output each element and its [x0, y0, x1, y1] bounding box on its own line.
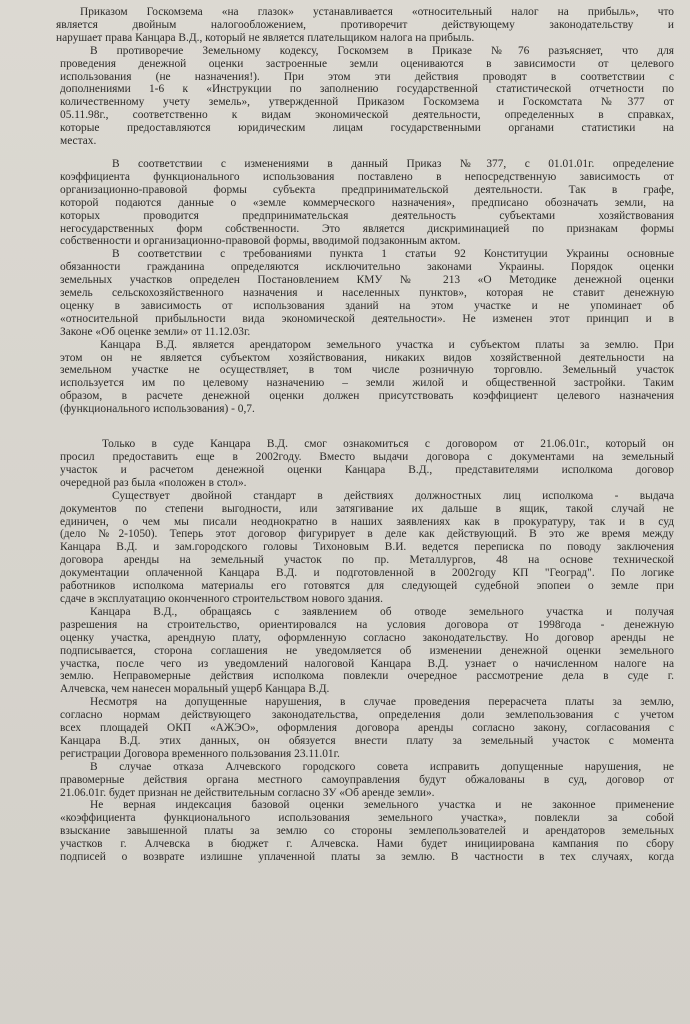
text-line: участков г. Алчевска в бюджет г. Алчевска. Нами будет инициирована кампания по сбору: [60, 838, 674, 851]
text-line: Не верная индексация базовой оценки земельного участка и не законное применение: [90, 799, 674, 812]
text-line: очередной раз была «положен в стол».: [60, 476, 247, 489]
text-line: земель сельскохозяйственного назначения и населенных пунктов», которая не ставит денежную: [60, 287, 674, 300]
text-line: образом, в расчете денежной оценки должен присутствовать коэффициент целевого назначения: [60, 390, 674, 403]
text-line: является двойным налогообложением, противоречит действующему законодательству и: [56, 18, 674, 31]
text-line: 05.11.98г., соответственно к видам экономической деятельности, определенных в справках,: [60, 109, 674, 122]
text-line: участок и расчетом денежной оценки Канцара В.Д., представителями исполкома договор: [60, 463, 674, 476]
text-line: оценку в зависимость от использования зданий на этом участке и не упоминает об: [60, 299, 674, 312]
text-line: «коэффициента функционального использования земельного участка», повлекли за собой: [60, 812, 674, 825]
text-line: регистрации Договора временного пользования 23.11.01г.: [60, 747, 340, 760]
paragraph-2: [30, 45, 674, 148]
text-line: дополнениями 1-6 к «Инструкции по заполнению государственной статистической отчетности по: [60, 83, 674, 96]
text-line: «относительной прибыльности вида экономической деятельности». Не изменен этот принцип и в: [60, 312, 674, 325]
text-line: этом он не является субъектом хозяйствования, никаких видов хозяйственной деятельности на: [60, 351, 674, 364]
text-line: участка, после чего из уведомлений налоговой Канцара В.Д. узнает о начисленном налоге на: [60, 657, 674, 670]
text-line: Несмотря на допущенные нарушения, в случае проведения перерасчета платы за землю,: [90, 696, 674, 709]
text-line: коэффициента функционального использования поставлено в непосредственную зависимость от: [60, 170, 674, 183]
text-line: собственности и организационно-правовой формы, вводимой подзаконным актом.: [60, 235, 461, 248]
text-line: 21.06.01г. будет признан не действительным согласно ЗУ «Об аренде земли».: [60, 786, 435, 799]
text-line: обязанности гражданина определяются исключительно законами Украины. Порядок оценки: [60, 261, 674, 274]
text-line: В соответствии с требованиями пункта 1 статьи 92 Конституции Украины основные: [112, 248, 674, 261]
text-line: работников исполкома материалы его готовятся для следующей судебной эпопеи о земле при: [60, 580, 674, 593]
paragraph-6: [30, 438, 674, 490]
text-line: единичен, о чем мы писали неоднократно в наших заявлениях как в прокуратуру, так и в суд: [60, 515, 674, 528]
text-line: Канцара В.Д. этих данных, он обязуется внести плату за земельный участок с момента: [60, 734, 674, 747]
text-line: негосударственных форм собственности. Это является дискриминацией по признакам формы: [60, 222, 674, 235]
paragraph-5: [30, 339, 674, 416]
paragraph-gap: [30, 148, 674, 158]
text-line: Приказом Госкомзема «на глазок» устанавливается «относительный налог на прибыль», что: [80, 6, 674, 18]
text-line: Канцара В.Д., обращаясь с заявлением об отводе земельного участка и получая: [90, 605, 674, 618]
text-line: земельном участке не осуществляет, в том числе розничную торговлю. Земельный участок: [60, 364, 674, 377]
text-line: которые предоставляются юридическим лицам государственными органами статистики на: [60, 122, 674, 135]
text-line: В соответствии с изменениями в данный Приказ №377, с 01.01.01г. определение: [112, 157, 674, 170]
text-line: договора аренды на земельный участок по пр. Металлургов, 48 на основе технической: [60, 554, 674, 567]
paragraph-9: [30, 696, 674, 761]
text-line: В случае отказа Алчевского городского совета исправить допущенные нарушения, не: [90, 760, 674, 773]
text-line: которых проводится предпринимательская деятельность субъектами хозяйствования: [60, 209, 674, 222]
document-body: [30, 6, 674, 864]
paragraph-10: [30, 761, 674, 800]
text-line: земельных участков определен Постановлением КМУ № 213 «О Методике денежной оценки: [60, 274, 674, 287]
text-line: документации оплаченной Канцара В.Д. и подготовленной в 2002году КП "Геоград". По логике: [60, 567, 674, 580]
text-line: организационно-правовой формы субъекта предпринимательской деятельности. Так в графе,: [60, 183, 674, 196]
text-line: Существует двойной стандарт в действиях должностных лиц исполкома - выдача: [112, 489, 674, 502]
text-line: всех площадей ОКП «АЖЭО», оформления договора аренды согласно закону, согласования с: [60, 722, 674, 735]
text-line: В противоречие Земельному кодексу, Госкомзем в Приказе №76 разъясняет, что для: [90, 44, 674, 57]
text-line: (дело №2-1050). Теперь этот договор фигурирует в деле как действующий. В это же время между: [60, 528, 674, 541]
text-line: землю. Неправомерные действия исполкома повлекли очередное рассмотрение дела в суде г.: [60, 670, 674, 683]
text-line: используется им по целевому назначению – земли жилой и общественной застройки. Таким: [60, 377, 674, 390]
paragraph-4: [30, 248, 674, 338]
text-line: количественному учету земель», утвержденной Приказом Госкомзема и Госкомстата №377 от: [60, 96, 674, 109]
text-line: (функционального использования) - 0,7.: [60, 403, 255, 416]
paragraph-8: [30, 606, 674, 696]
paragraph-gap: [30, 416, 674, 438]
paragraph-1: [30, 6, 674, 45]
text-line: Канцара В.Д. является арендатором земельного участка и субъектом платы за землю. При: [100, 338, 674, 351]
text-line: согласно нормам действующего законодательства, определения доли землепользования с учетом: [60, 709, 674, 722]
text-line: подписей о возврате излишне уплаченной платы за землю. В частности в тех случаях, когда: [60, 851, 674, 864]
text-line: документов по степени выгодности, или затягивание их дальше в ящик, такой случай не: [60, 502, 674, 515]
text-line: просил предоставить еще в 2002году. Вместо выдачи договора с документами на земельный: [60, 451, 674, 463]
text-line: использования (не назначения!). При этом эти действия проводят в соответствии с: [60, 70, 674, 83]
text-line: Только в суде Канцара В.Д. смог ознакомиться с договором от 21.06.01г., который он: [102, 438, 674, 451]
text-line: взыскание завышенной платы за землю со стороны землепользователей и арендаторов земельных: [60, 825, 674, 838]
paragraph-11: [30, 799, 674, 864]
text-line: сдаче в эксплуатацию оконченного строительством нового здания.: [60, 592, 383, 605]
text-line: нарушает права Канцара В.Д., который не является плательщиком налога на прибыль.: [56, 31, 475, 44]
text-line: местах.: [60, 135, 97, 148]
text-line: Канцара В.Д. и зам.городского головы Тихоновым В.И. ведется переписка по поводу заключения: [60, 541, 674, 554]
text-line: разрешения на строительство, ориентировался на условия договора от 1998года - денежную: [60, 618, 674, 631]
paragraph-7: [30, 490, 674, 606]
text-line: правомерные действия органа местного самоуправления будут обжалованы в суд, договор от: [60, 773, 674, 786]
text-line: Алчевска, чем нанесен моральный ущерб Канцара В.Д.: [60, 683, 330, 696]
text-line: оценку участка, арендную плату, оформленную согласно законодательству. Но договор аренды не: [60, 631, 674, 644]
text-line: Законе «Об оценке земли» от 11.12.03г.: [60, 325, 251, 338]
text-line: проведения денежной оценки застроенные земли оцениваются в зависимости от целевого: [60, 57, 674, 70]
paragraph-3: [30, 158, 674, 248]
text-line: которой подаются данные о «земле коммерческого назначения», предписано обозначать земли, на: [60, 196, 674, 209]
text-line: подписывается, сторона соглашения не уведомляется об изменении денежной оценки земельного: [60, 644, 674, 657]
